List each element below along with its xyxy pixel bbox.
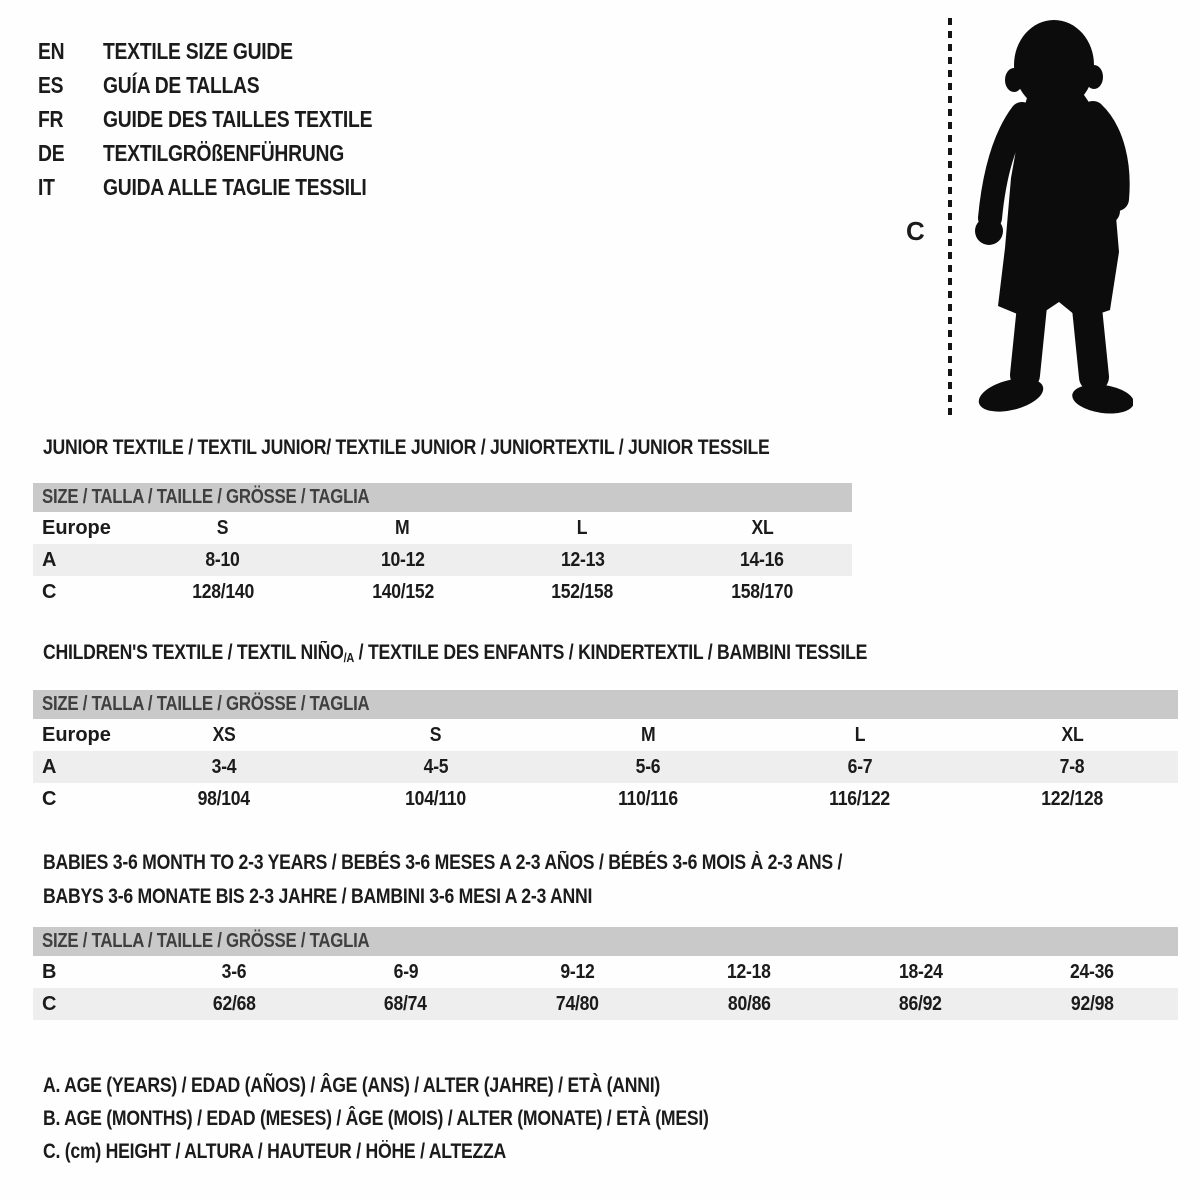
size-cell: XS — [212, 723, 236, 746]
language-code-en: EN — [38, 37, 65, 64]
junior-section-title: JUNIOR TEXTILE / TEXTIL JUNIOR/ TEXTILE JUNIOR / JUNIORTEXTIL / JUNIOR TESSILE — [43, 436, 770, 459]
height-cell: 152/158 — [551, 580, 614, 603]
children-size-header-bar: SIZE / TALLA / TAILLE / GRÖSSE / TAGLIA — [33, 690, 1178, 719]
babies-section-title-line2: BABYS 3-6 MONATE BIS 2-3 JAHRE / BAMBINI 3-6 MESI A 2-3 ANNI — [43, 885, 593, 908]
children-row-europe — [33, 719, 1178, 751]
language-label-it: GUIDA ALLE TAGLIE TESSILI — [103, 173, 367, 200]
language-label-fr: GUIDE DES TAILLES TEXTILE — [103, 105, 373, 132]
language-row-it — [38, 170, 424, 204]
babies-size-table — [33, 927, 1178, 1020]
age-cell: 18-24 — [898, 960, 943, 983]
language-code-fr: FR — [38, 105, 64, 132]
language-label-es: GUÍA DE TALLAS — [103, 71, 260, 98]
height-dashed-line — [948, 18, 952, 415]
height-cell: 80/86 — [727, 992, 771, 1015]
junior-size-header-bar: SIZE / TALLA / TAILLE / GRÖSSE / TAGLIA — [33, 483, 852, 512]
children-size-table — [33, 690, 1178, 815]
size-cell: L — [854, 723, 866, 746]
height-cell: 116/122 — [829, 787, 891, 810]
legend-line-c: C. (cm) HEIGHT / ALTURA / HAUTEUR / HÖHE / ALTEZZA — [43, 1140, 507, 1163]
age-cell: 9-12 — [560, 960, 595, 983]
legend-line-b: B. AGE (MONTHS) / EDAD (MESES) / ÂGE (MOIS) / ALTER (MONATE) / ETÀ (MESI) — [43, 1107, 709, 1130]
height-cell: 122/128 — [1041, 787, 1103, 810]
size-cell: XL — [751, 516, 774, 539]
language-code-de: DE — [38, 139, 65, 166]
babies-size-header-bar: SIZE / TALLA / TAILLE / GRÖSSE / TAGLIA — [33, 927, 1178, 956]
row-label: Europe — [42, 723, 111, 746]
babies-row-b — [33, 956, 1178, 988]
size-cell: XL — [1061, 723, 1083, 746]
height-measure-label: C — [906, 216, 925, 246]
language-code-it: IT — [38, 173, 55, 200]
age-cell: 10-12 — [380, 548, 425, 571]
height-cell: 128/140 — [191, 580, 254, 603]
height-cell: 158/170 — [731, 580, 794, 603]
height-cell: 92/98 — [1070, 992, 1114, 1015]
height-cell: 74/80 — [555, 992, 599, 1015]
junior-size-table — [33, 483, 852, 608]
children-row-a — [33, 751, 1178, 783]
age-cell: 12-13 — [560, 548, 605, 571]
height-cell: 104/110 — [405, 787, 467, 810]
language-row-en — [38, 34, 424, 68]
babies-row-c — [33, 988, 1178, 1020]
junior-row-a — [33, 544, 852, 576]
children-row-c — [33, 783, 1178, 815]
legend-line-a: A. AGE (YEARS) / EDAD (AÑOS) / ÂGE (ANS) / ALTER (JAHRE) / ETÀ (ANNI) — [43, 1074, 661, 1097]
size-cell: M — [640, 723, 656, 746]
language-row-de — [38, 136, 424, 170]
row-label: C — [42, 787, 57, 810]
row-label: A — [42, 755, 57, 778]
age-cell: 6-9 — [393, 960, 418, 983]
row-label: Europe — [42, 516, 111, 539]
age-cell: 5-6 — [635, 755, 661, 778]
nino-a-subscript: /A — [343, 649, 355, 665]
height-cell: 62/68 — [212, 992, 256, 1015]
height-cell: 110/116 — [618, 787, 678, 810]
language-row-es — [38, 68, 424, 102]
size-cell: L — [577, 516, 588, 539]
age-cell: 12-18 — [726, 960, 771, 983]
language-guide — [38, 34, 424, 204]
height-cell: 98/104 — [197, 787, 251, 810]
age-cell: 4-5 — [423, 755, 449, 778]
junior-row-c — [33, 576, 852, 608]
age-cell: 3-4 — [211, 755, 237, 778]
row-label: A — [42, 548, 57, 571]
size-cell: S — [217, 516, 229, 539]
size-cell: M — [395, 516, 410, 539]
language-label-en: TEXTILE SIZE GUIDE — [103, 37, 293, 64]
age-cell: 14-16 — [740, 548, 784, 571]
age-cell: 24-36 — [1070, 960, 1115, 983]
row-label: B — [42, 960, 57, 983]
children-section-title: CHILDREN'S TEXTILE / TEXTIL NIÑO/A / TEXTILE DES ENFANTS / KINDERTEXTIL / BAMBINI TESSILE — [43, 641, 868, 665]
junior-row-europe — [33, 512, 852, 544]
age-cell: 6-7 — [847, 755, 873, 778]
age-cell: 3-6 — [221, 960, 247, 983]
height-cell: 68/74 — [384, 992, 427, 1015]
row-label: C — [42, 992, 57, 1015]
age-cell: 7-8 — [1059, 755, 1085, 778]
language-label-de: TEXTILGRÖßENFÜHRUNG — [103, 139, 345, 166]
height-cell: 140/152 — [371, 580, 434, 603]
height-cell: 86/92 — [899, 992, 942, 1015]
language-code-es: ES — [38, 71, 64, 98]
language-row-fr — [38, 102, 424, 136]
row-label: C — [42, 580, 57, 603]
size-cell: S — [430, 723, 442, 746]
toddler-silhouette-icon — [966, 18, 1133, 415]
babies-section-title-line1: BABIES 3-6 MONTH TO 2-3 YEARS / BEBÉS 3-6 MESES A 2-3 AÑOS / BÉBÉS 3-6 MOIS À 2-3 ANS / — [43, 851, 843, 874]
age-cell: 8-10 — [205, 548, 240, 571]
